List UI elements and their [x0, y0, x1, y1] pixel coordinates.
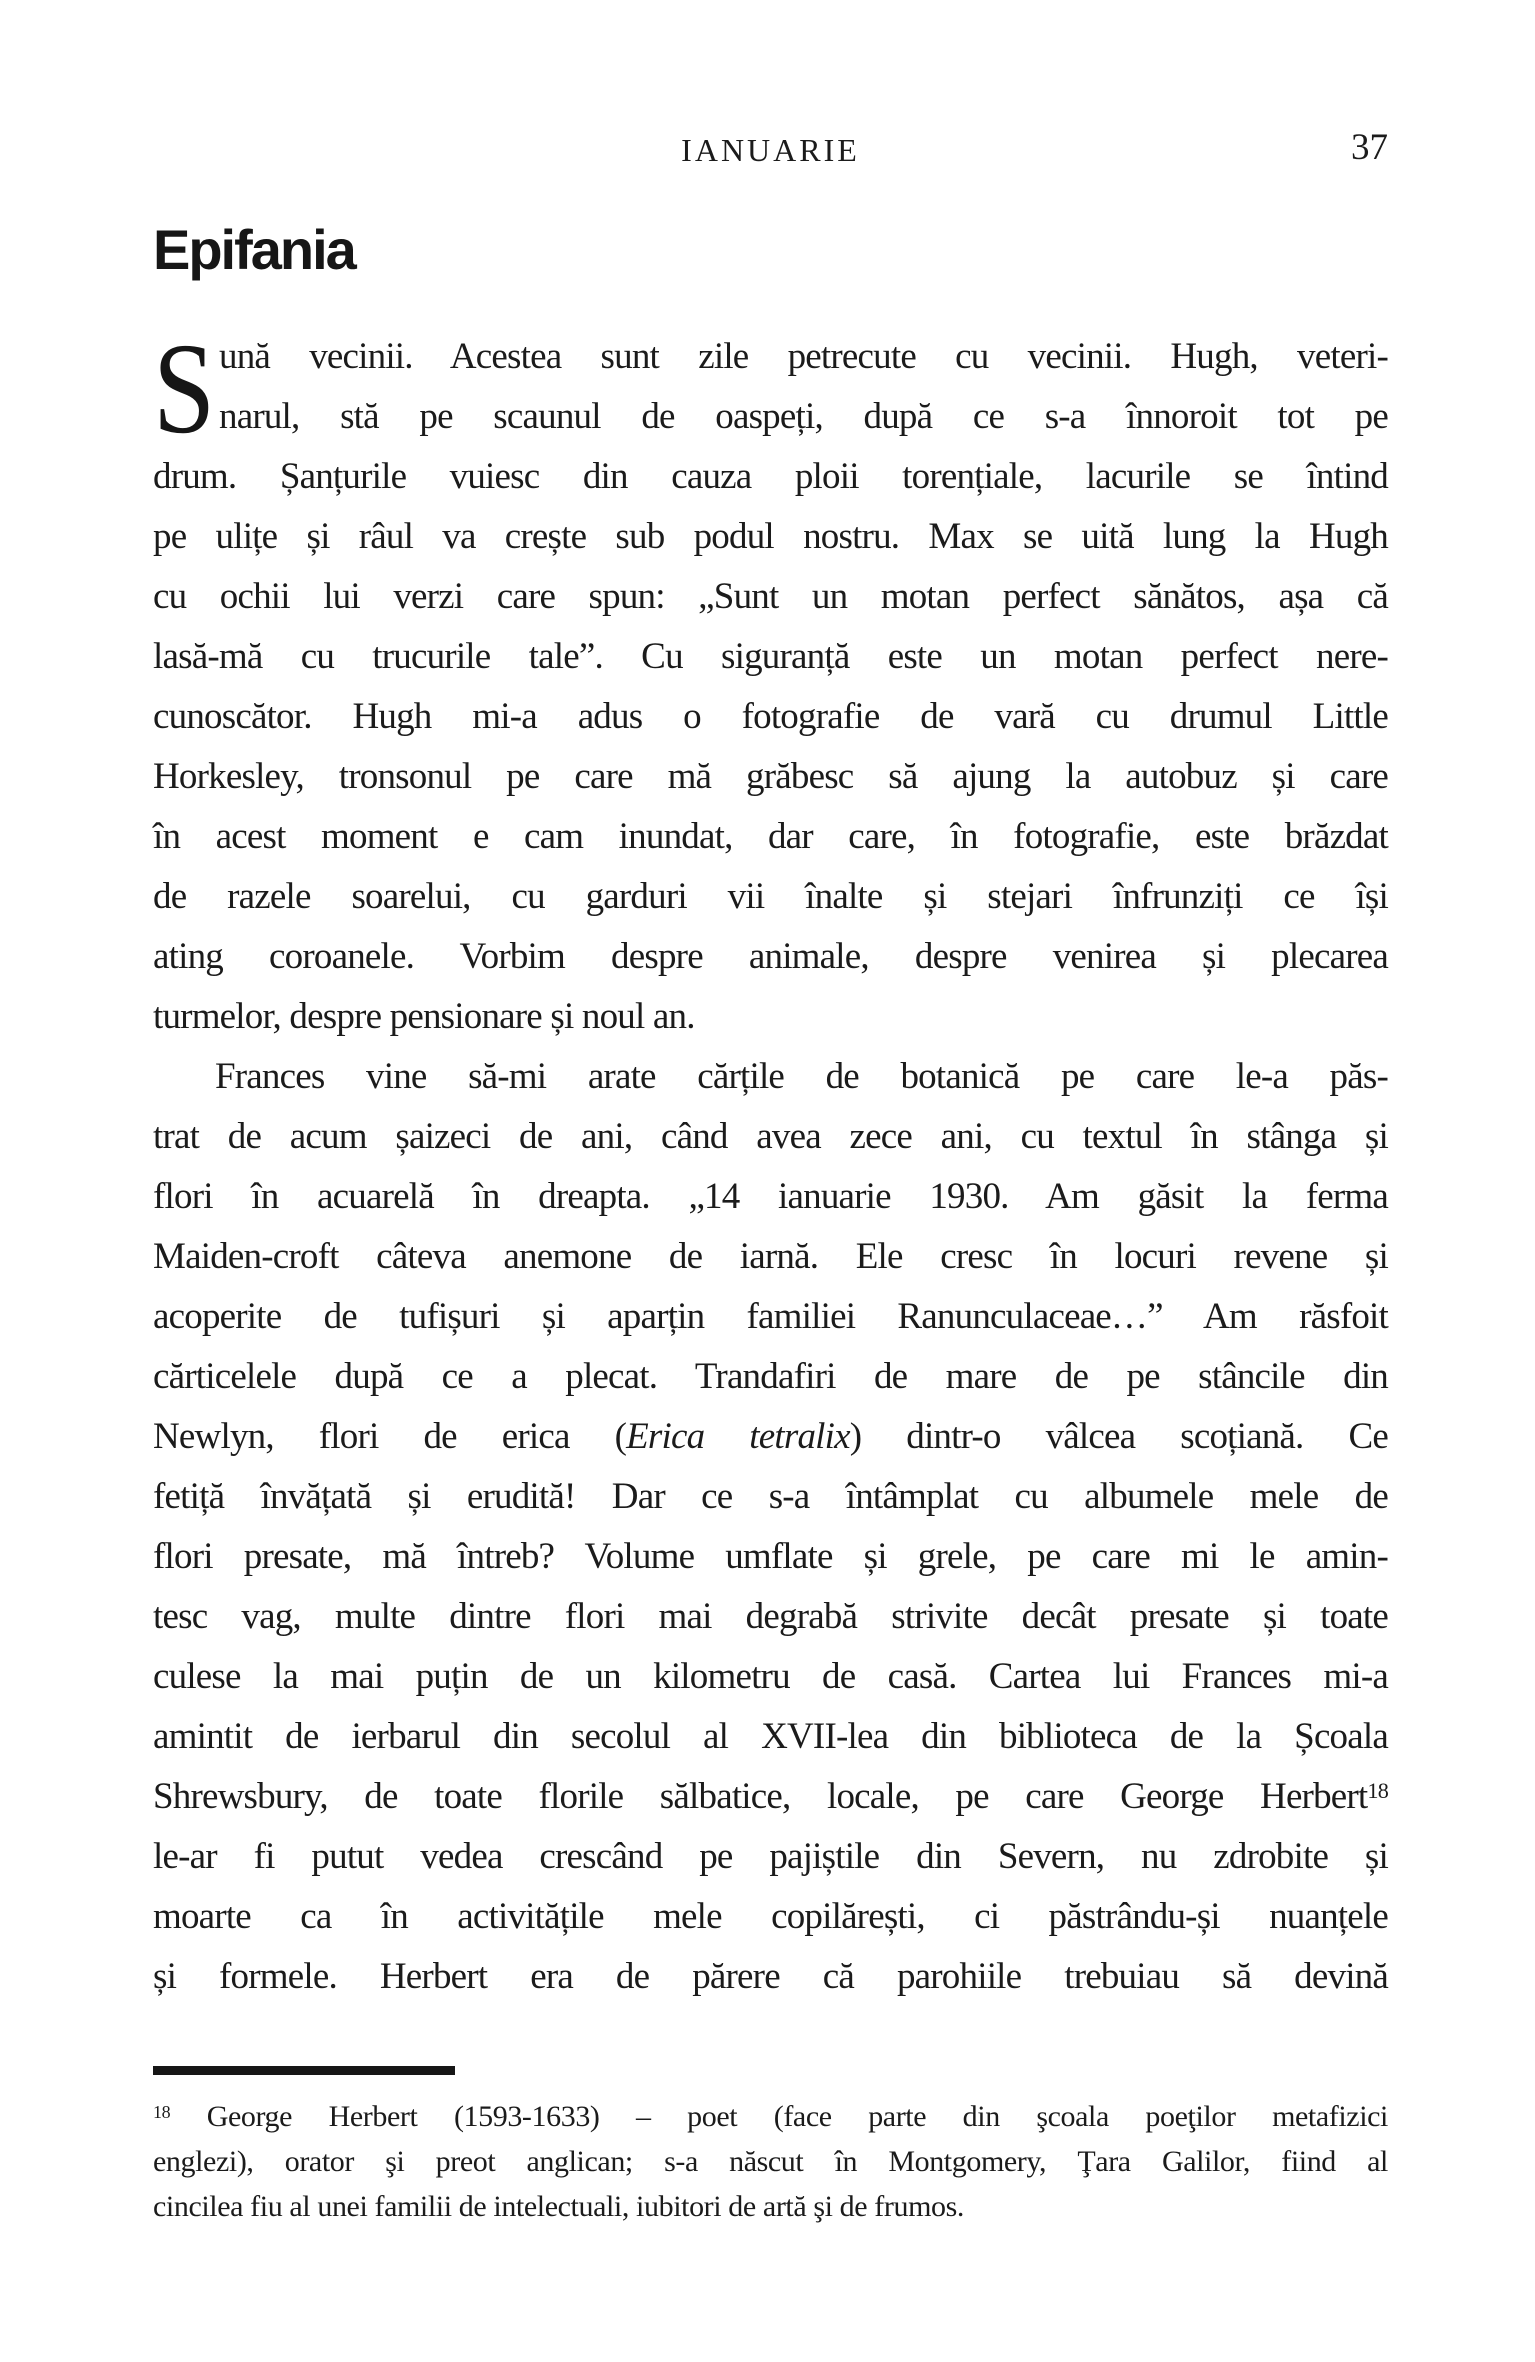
text-line: moarte ca în activitățile mele copilărești, ci păstrându-și nuanțele [153, 1896, 1388, 1937]
text-line: Shrewsbury, de toate florile sălbatice, locale, pe care George Herbert$^{18}$ [153, 1776, 1388, 1817]
paragraph [153, 317, 1388, 1047]
text-line: pe ulițe și râul va crește sub podul nostru. Max se uită lung la Hugh [153, 516, 1388, 557]
text-line: Horkesley, tronsonul pe care mă grăbesc să ajung la autobuz și care [153, 756, 1388, 797]
paragraph-lines [153, 1047, 1388, 2007]
text-line: Newlyn, flori de erica (Erica tetralix) dintr-o vâlcea scoțiană. Ce [153, 1416, 1388, 1457]
text-line: turmelor, despre pensionare și noul an. [153, 996, 695, 1037]
text-line: în acest moment e cam inundat, dar care, în fotografie, este brăzdat [153, 816, 1388, 857]
body-text [153, 317, 1388, 2007]
text-line: cunoscător. Hugh mi-a adus o fotografie de vară cu drumul Little [153, 696, 1388, 737]
text-line: cincilea fiu al unei familii de intelectuali, iubitori de artă şi de frumos. [153, 2190, 964, 2223]
text-line: ună vecinii. Acestea sunt zile petrecute cu vecinii. Hugh, veteri- [219, 336, 1388, 377]
text-line: cu ochii lui verzi care spun: „Sunt un motan perfect sănătos, așa că [153, 576, 1388, 617]
text-line: ating coroanele. Vorbim despre animale, despre venirea și plecarea [153, 936, 1388, 977]
drop-cap: S [153, 317, 215, 461]
page-number: 37 [1351, 127, 1388, 168]
text-line: acoperite de tufișuri și aparțin familiei Ranunculaceae…” Am răsfoit [153, 1296, 1388, 1337]
text-line: Maiden-croft câteva anemone de iarnă. Ele cresc în locuri revene și [153, 1236, 1388, 1277]
text-line: de razele soarelui, cu garduri vii înalte și stejari înfrunziți ce își [153, 876, 1388, 917]
text-line: lasă-mă cu trucurile tale”. Cu siguranță este un motan perfect nere- [153, 636, 1388, 677]
footnote-divider [153, 2066, 455, 2075]
text-line: Frances vine să-mi arate cărțile de botanică pe care le-a păs- [215, 1056, 1388, 1097]
text-line: tesc vag, multe dintre flori mai degrabă strivite decât presate și toate [153, 1596, 1388, 1637]
text-line: fetiță învățată și erudită! Dar ce s-a întâmplat cu albumele mele de [153, 1476, 1388, 1517]
text-line: $^{18}$ George Herbert (1593-1633) – poet (face parte din şcoala poeţilor metafizici [153, 2100, 1388, 2133]
footnote [153, 2094, 1388, 2229]
footnote-lines [153, 2094, 1388, 2229]
paragraph-lines [153, 327, 1388, 1047]
running-header [153, 128, 1388, 172]
text-line: și formele. Herbert era de părere că parohiile trebuiau să devină [153, 1956, 1388, 1997]
text-line: trat de acum șaizeci de ani, când avea zece ani, cu textul în stânga și [153, 1116, 1388, 1157]
text-line: cărticelele după ce a plecat. Trandafiri de mare de pe stâncile din [153, 1356, 1388, 1397]
text-line: flori în acuarelă în dreapta. „14 ianuarie 1930. Am găsit la ferma [153, 1176, 1388, 1217]
text-line: englezi), orator şi preot anglican; s-a născut în Montgomery, Ţara Galilor, fiind al [153, 2145, 1388, 2178]
text-line: narul, stă pe scaunul de oaspeți, după ce s-a înnoroit tot pe [219, 396, 1388, 437]
chapter-title: Epifania [153, 218, 355, 281]
text-line: flori presate, mă întreb? Volume umflate și grele, pe care mi le amin- [153, 1536, 1388, 1577]
text-line: le-ar fi putut vedea crescând pe pajiștile din Severn, nu zdrobite și [153, 1836, 1388, 1877]
section-title: IANUARIE [681, 132, 860, 168]
text-line: drum. Șanțurile vuiesc din cauza ploii torențiale, lacurile se întind [153, 456, 1388, 497]
text-line: culese la mai puțin de un kilometru de casă. Cartea lui Frances mi-a [153, 1656, 1388, 1697]
text-line: amintit de ierbarul din secolul al XVII-lea din biblioteca de la Școala [153, 1716, 1388, 1757]
paragraph [153, 1047, 1388, 2007]
